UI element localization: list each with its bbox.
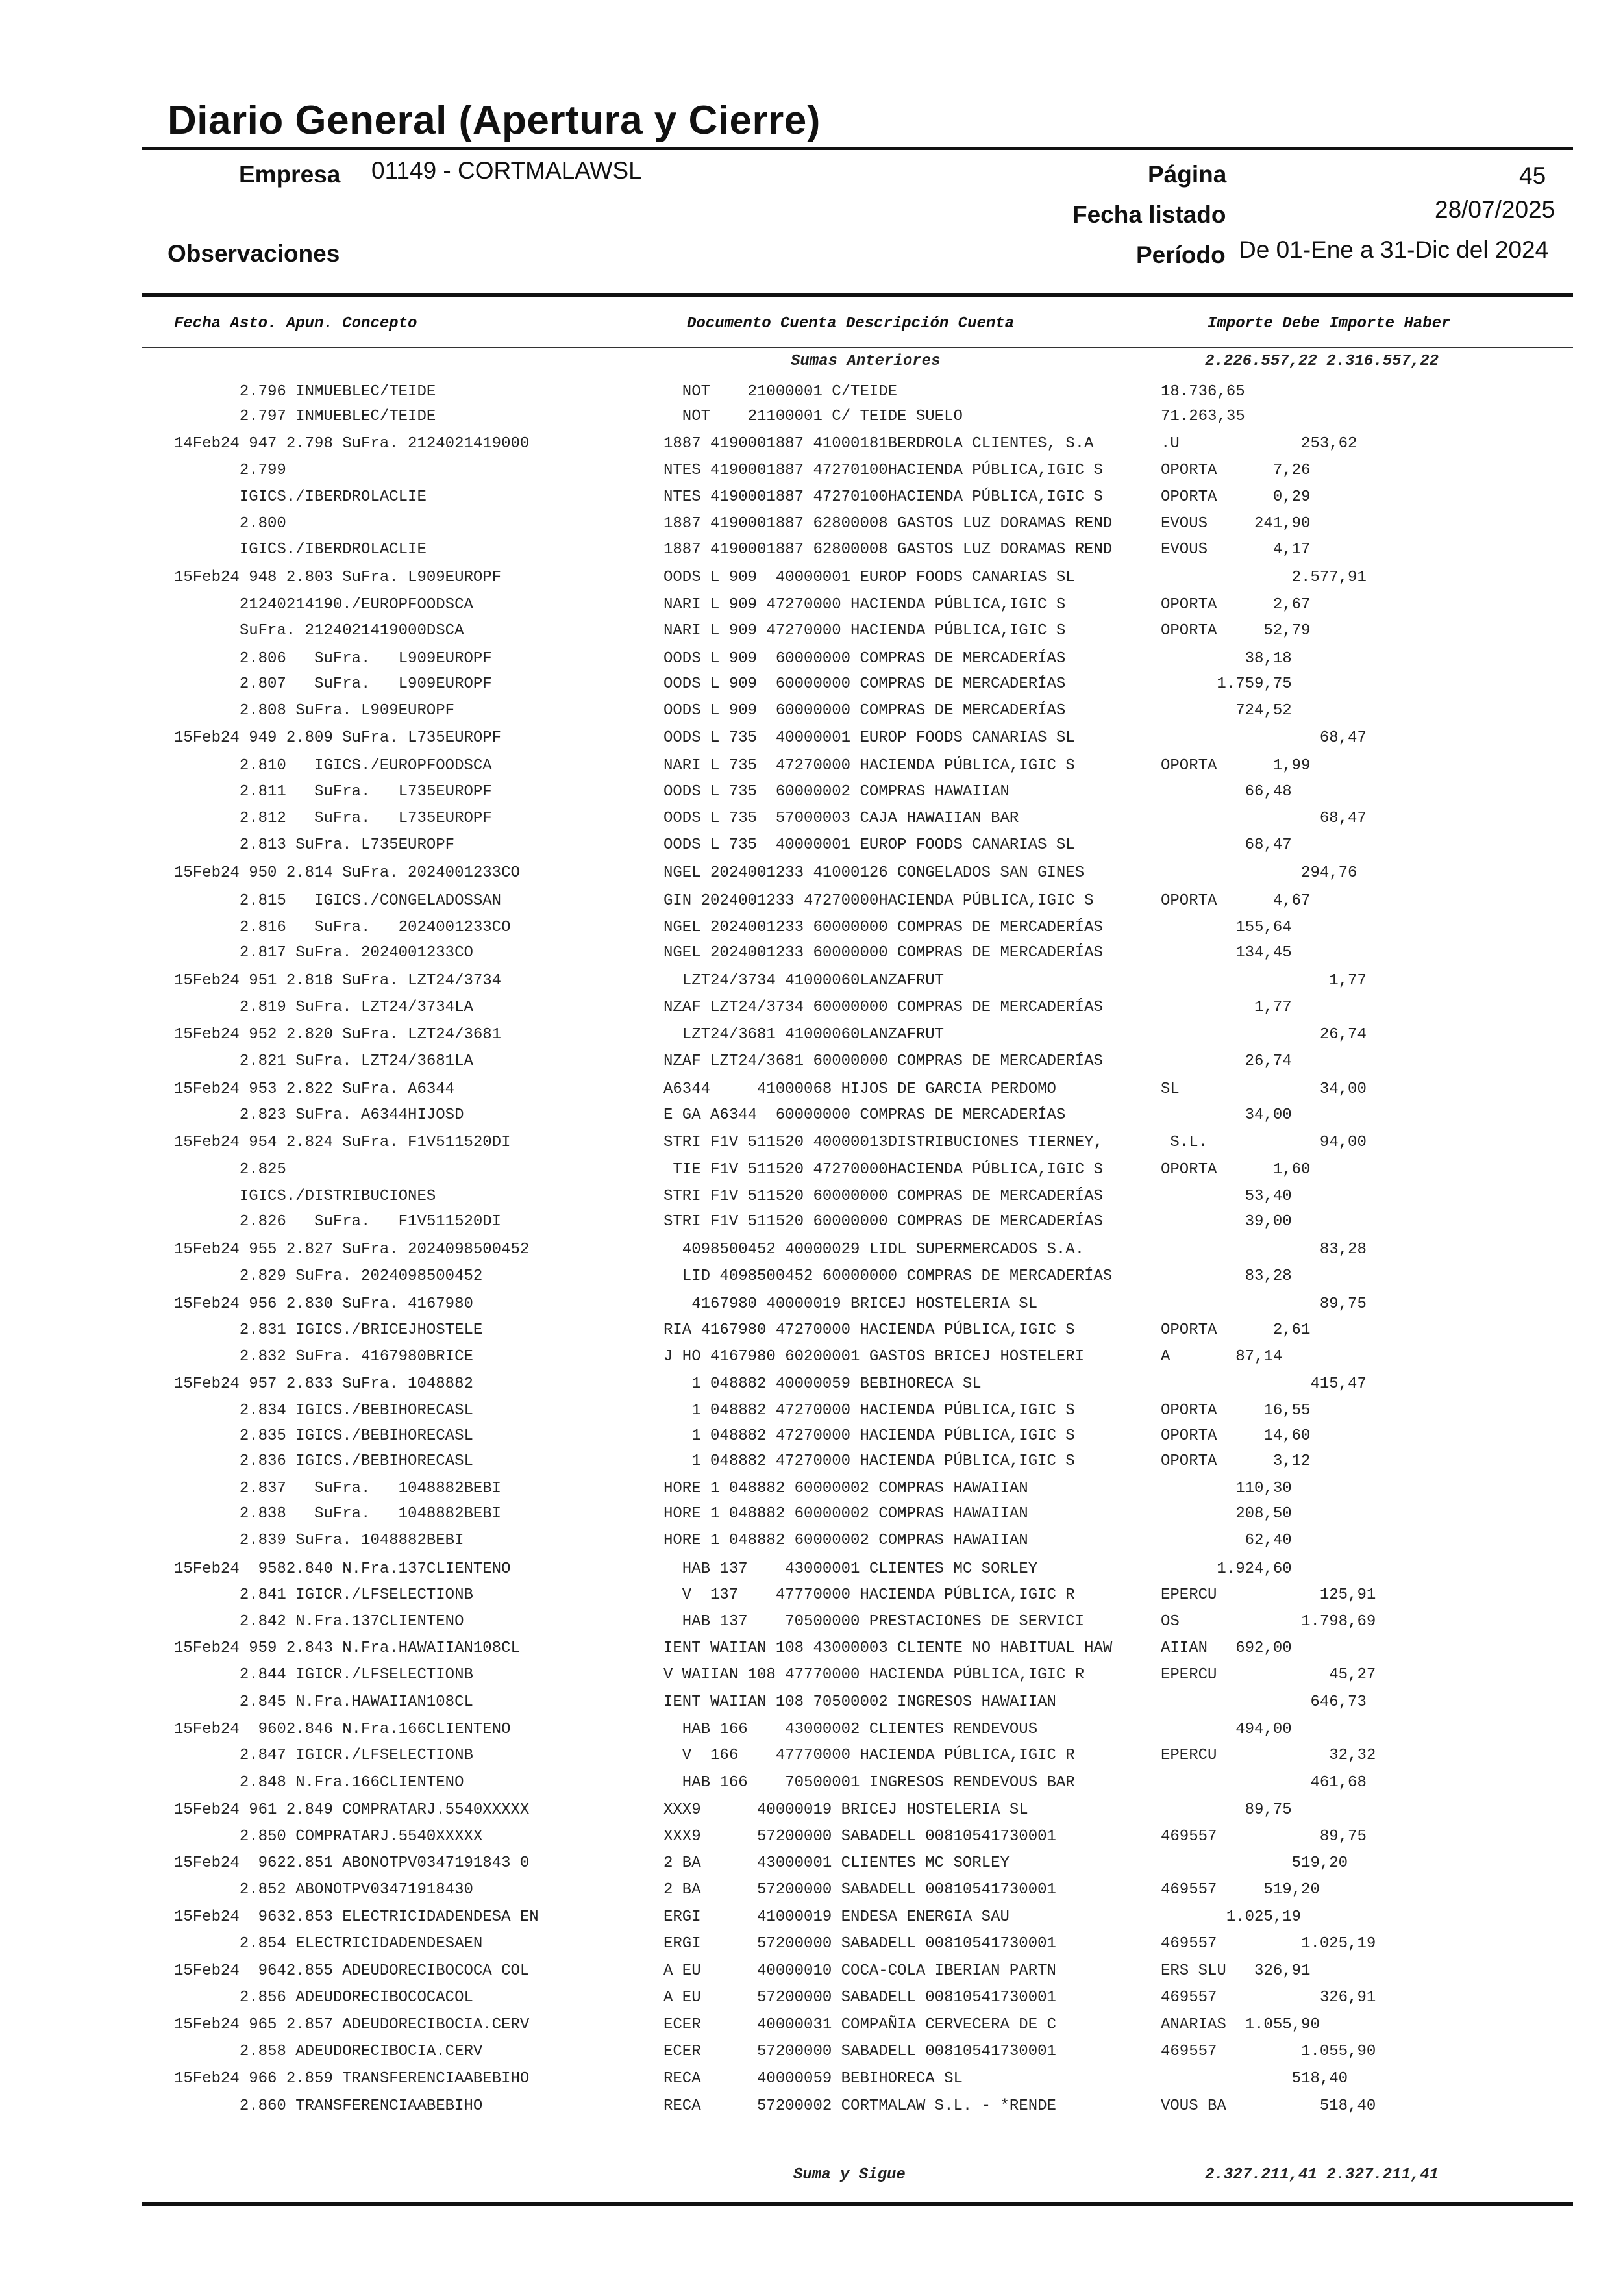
entry-concepto: 15Feb24 949 2.809 SuFra. L735EUROPF — [174, 729, 502, 747]
entry-importe: AIIAN 692,00 — [1161, 1640, 1292, 1657]
entry-cuenta: STRI F1V 511520 60000000 COMPRAS DE MERCADERÍAS — [663, 1213, 1103, 1230]
entry-concepto: 2.807 SuFra. L909EUROPF — [174, 675, 492, 693]
entry-importe: OPORTA 3,12 — [1161, 1453, 1311, 1470]
title-rule — [142, 147, 1573, 150]
entry-cuenta: 1 048882 47270000 HACIENDA PÚBLICA,IGIC S — [663, 1427, 1075, 1445]
periodo-label: Período — [1136, 242, 1226, 268]
entry-concepto: 2.832 SuFra. 4167980BRICE — [174, 1348, 473, 1366]
entry-cuenta: 2 BA 57200000 SABADELL 00810541730001 — [663, 1881, 1056, 1899]
entry-importe: OPORTA 0,29 — [1161, 488, 1311, 506]
entry-concepto: 2.841 IGICR./LFSELECTIONB — [174, 1586, 473, 1604]
entry-importe: OPORTA 4,67 — [1161, 892, 1311, 910]
entry-concepto: 2.816 SuFra. 2024001233CO — [174, 919, 511, 936]
entry-importe: 519,20 — [1161, 1854, 1348, 1872]
entry-concepto: 15Feb24 948 2.803 SuFra. L909EUROPF — [174, 569, 502, 586]
entry-importe: OPORTA 1,60 — [1161, 1161, 1311, 1179]
suma-y-sigue-label: Suma y Sigue — [793, 2166, 906, 2184]
footer-rule — [142, 2202, 1573, 2206]
entry-cuenta: NGEL 2024001233 41000126 CONGELADOS SAN GINES — [663, 864, 1085, 882]
entry-concepto: 15Feb24 965 2.857 ADEUDORECIBOCIA.CERV — [174, 2016, 530, 2034]
entry-concepto: 15Feb24 966 2.859 TRANSFERENCIAABEBIHO — [174, 2070, 530, 2088]
entry-cuenta: RECA 57200002 CORTMALAW S.L. - *RENDE — [663, 2097, 1056, 2115]
entry-importe: 68,47 — [1161, 729, 1367, 747]
empresa-value: 01149 - CORTMALAWSL — [371, 157, 642, 184]
entry-cuenta: V 166 47770000 HACIENDA PÚBLICA,IGIC R — [663, 1747, 1075, 1764]
entry-importe: EPERCU 125,91 — [1161, 1586, 1376, 1604]
entry-cuenta: NARI L 909 47270000 HACIENDA PÚBLICA,IGIC S — [663, 622, 1066, 640]
entry-importe: 62,40 — [1161, 1532, 1292, 1549]
entry-importe: 469557 1.025,19 — [1161, 1935, 1376, 1953]
entry-importe: 34,00 — [1161, 1106, 1292, 1124]
entry-cuenta: TIE F1V 511520 47270000HACIENDA PÚBLICA,IGIC S — [663, 1161, 1103, 1179]
entry-cuenta: A EU 40000010 COCA-COLA IBERIAN PARTN — [663, 1962, 1056, 1980]
entry-concepto: 2.812 SuFra. L735EUROPF — [174, 810, 492, 827]
entry-importe: ANARIAS 1.055,90 — [1161, 2016, 1320, 2034]
entry-concepto: 2.850 COMPRATARJ.5540XXXXX — [174, 1828, 483, 1845]
entry-concepto: 21240214190./EUROPFOODSCA — [174, 596, 473, 614]
entry-concepto: 15Feb24 959 2.843 N.Fra.HAWAIIAN108CL — [174, 1640, 520, 1657]
entry-importe: 469557 519,20 — [1161, 1881, 1320, 1899]
entry-cuenta: LID 4098500452 60000000 COMPRAS DE MERCADERÍAS — [663, 1267, 1113, 1285]
entry-cuenta: HAB 166 70500001 INGRESOS RENDEVOUS BAR — [663, 1774, 1075, 1791]
entry-importe: .U 253,62 — [1161, 435, 1357, 453]
entry-importe: 134,45 — [1161, 944, 1292, 962]
entry-importe: OPORTA 2,61 — [1161, 1321, 1311, 1339]
entry-cuenta: OODS L 735 57000003 CAJA HAWAIIAN BAR — [663, 810, 1019, 827]
entry-concepto: 2.844 IGICR./LFSELECTIONB — [174, 1666, 473, 1684]
entry-concepto: 15Feb24 953 2.822 SuFra. A6344 — [174, 1080, 455, 1098]
entry-cuenta: 1887 4190001887 62800008 GASTOS LUZ DORAMAS REND — [663, 541, 1113, 558]
entry-concepto: 2.810 IGICS./EUROPFOODSCA — [174, 757, 492, 775]
observaciones-label: Observaciones — [167, 240, 340, 267]
entry-importe: EPERCU 32,32 — [1161, 1747, 1376, 1764]
entry-concepto: 2.813 SuFra. L735EUROPF — [174, 836, 455, 854]
entry-concepto: 15Feb24 950 2.814 SuFra. 2024001233CO — [174, 864, 520, 882]
entry-importe: 1.759,75 — [1161, 675, 1292, 693]
entry-importe: 39,00 — [1161, 1213, 1292, 1230]
entry-concepto: 2.799 — [174, 462, 286, 479]
entry-cuenta: STRI F1V 511520 40000013DISTRIBUCIONES TIERNEY, — [663, 1134, 1103, 1151]
entry-importe: A 87,14 — [1161, 1348, 1283, 1366]
suma-y-sigue-values: 2.327.211,41 2.327.211,41 — [1205, 2166, 1439, 2184]
fecha-listado-label: Fecha listado — [1072, 201, 1226, 228]
entry-importe: 2.577,91 — [1161, 569, 1367, 586]
entry-concepto: 2.837 SuFra. 1048882BEBI — [174, 1480, 502, 1497]
entry-cuenta: GIN 2024001233 47270000HACIENDA PÚBLICA,IGIC S — [663, 892, 1094, 910]
entry-concepto: 2.854 ELECTRICIDADENDESAEN — [174, 1935, 483, 1953]
pagina-value: 45 — [1519, 162, 1546, 189]
entry-importe: 26,74 — [1161, 1053, 1292, 1070]
entry-cuenta: A EU 57200000 SABADELL 00810541730001 — [663, 1989, 1056, 2006]
column-header-rule — [142, 347, 1573, 348]
empresa-label: Empresa — [239, 161, 341, 188]
entry-importe: S.L. 94,00 — [1161, 1134, 1367, 1151]
entry-cuenta: V WAIIAN 108 47770000 HACIENDA PÚBLICA,IGIC R — [663, 1666, 1085, 1684]
entry-importe: SL 34,00 — [1161, 1080, 1367, 1098]
entry-cuenta: HAB 137 70500000 PRESTACIONES DE SERVICI — [663, 1613, 1085, 1630]
entry-cuenta: HORE 1 048882 60000002 COMPRAS HAWAIIAN — [663, 1532, 1028, 1549]
entry-cuenta: V 137 47770000 HACIENDA PÚBLICA,IGIC R — [663, 1586, 1075, 1604]
entry-concepto: 2.834 IGICS./BEBIHORECASL — [174, 1402, 473, 1419]
entry-concepto: 2.825 — [174, 1161, 286, 1179]
entry-concepto: 15Feb24 956 2.830 SuFra. 4167980 — [174, 1295, 473, 1313]
column-header-left: Fecha Asto. Apun. Concepto — [174, 315, 417, 332]
entry-concepto: 2.842 N.Fra.137CLIENTENO — [174, 1613, 464, 1630]
entry-importe: 1.924,60 — [1161, 1560, 1292, 1578]
page-title: Diario General (Apertura y Cierre) — [167, 98, 821, 143]
entry-importe: OPORTA 16,55 — [1161, 1402, 1311, 1419]
entry-concepto: IGICS./IBERDROLACLIE — [174, 541, 427, 558]
entry-concepto: 15Feb24 961 2.849 COMPRATARJ.5540XXXXX — [174, 1801, 530, 1819]
entry-importe: 469557 1.055,90 — [1161, 2043, 1376, 2060]
entry-cuenta: LZT24/3734 41000060LANZAFRUT — [663, 972, 945, 990]
entry-cuenta: HORE 1 048882 60000002 COMPRAS HAWAIIAN — [663, 1480, 1028, 1497]
entry-importe: EVOUS 4,17 — [1161, 541, 1311, 558]
entry-importe: 89,75 — [1161, 1801, 1292, 1819]
entry-concepto: 2.856 ADEUDORECIBOCOCACOL — [174, 1989, 473, 2006]
entry-concepto: 15Feb24 952 2.820 SuFra. LZT24/3681 — [174, 1026, 502, 1043]
entry-concepto: 15Feb24 9622.851 ABONOTPV0347191843 0 — [174, 1854, 530, 1872]
entry-cuenta: OODS L 909 40000001 EUROP FOODS CANARIAS SL — [663, 569, 1075, 586]
entry-cuenta: XXX9 40000019 BRICEJ HOSTELERIA SL — [663, 1801, 1028, 1819]
entry-cuenta: ECER 57200000 SABADELL 00810541730001 — [663, 2043, 1056, 2060]
entry-cuenta: 1887 4190001887 41000181BERDROLA CLIENTES, S.A — [663, 435, 1094, 453]
entry-importe: 415,47 — [1161, 1375, 1367, 1393]
entry-cuenta: NOT 21000001 C/TEIDE — [663, 383, 898, 401]
periodo-value: De 01-Ene a 31-Dic del 2024 — [1239, 236, 1549, 263]
column-header-right: Importe Debe Importe Haber — [1208, 315, 1451, 332]
entry-cuenta: NZAF LZT24/3681 60000000 COMPRAS DE MERCADERÍAS — [663, 1053, 1103, 1070]
entry-concepto: 2.831 IGICS./BRICEJHOSTELE — [174, 1321, 483, 1339]
entry-cuenta: 4098500452 40000029 LIDL SUPERMERCADOS S.A. — [663, 1241, 1085, 1258]
entry-concepto: 15Feb24 9602.846 N.Fra.166CLIENTENO — [174, 1721, 511, 1738]
entry-importe: ERS SLU 326,91 — [1161, 1962, 1311, 1980]
entry-importe: 646,73 — [1161, 1693, 1367, 1711]
entry-concepto: 15Feb24 9632.853 ELECTRICIDADENDESA EN — [174, 1908, 539, 1926]
entry-cuenta: NGEL 2024001233 60000000 COMPRAS DE MERCADERÍAS — [663, 919, 1103, 936]
entry-concepto: 2.852 ABONOTPV03471918430 — [174, 1881, 473, 1899]
entry-importe: 68,47 — [1161, 810, 1367, 827]
header-rule — [142, 293, 1573, 297]
entry-concepto: 2.847 IGICR./LFSELECTIONB — [174, 1747, 473, 1764]
entry-concepto: 2.815 IGICS./CONGELADOSSAN — [174, 892, 502, 910]
entry-concepto: 2.860 TRANSFERENCIAABEBIHO — [174, 2097, 483, 2115]
entry-importe: 469557 89,75 — [1161, 1828, 1367, 1845]
sumas-anteriores-values: 2.226.557,22 2.316.557,22 — [1205, 353, 1439, 370]
entry-importe: 724,52 — [1161, 702, 1292, 719]
entry-cuenta: 1 048882 47270000 HACIENDA PÚBLICA,IGIC S — [663, 1402, 1075, 1419]
entry-cuenta: OODS L 735 40000001 EUROP FOODS CANARIAS SL — [663, 729, 1075, 747]
entry-importe: OPORTA 14,60 — [1161, 1427, 1311, 1445]
entry-concepto: 15Feb24 955 2.827 SuFra. 2024098500452 — [174, 1241, 530, 1258]
entry-concepto: IGICS./DISTRIBUCIONES — [174, 1188, 436, 1205]
entry-concepto: 2.806 SuFra. L909EUROPF — [174, 650, 492, 668]
entry-cuenta: OODS L 909 60000000 COMPRAS DE MERCADERÍAS — [663, 675, 1066, 693]
entry-cuenta: HAB 166 43000002 CLIENTES RENDEVOUS — [663, 1721, 1038, 1738]
entry-importe: 71.263,35 — [1161, 408, 1245, 425]
fecha-listado-value: 28/07/2025 — [1435, 196, 1555, 223]
entry-cuenta: E GA A6344 60000000 COMPRAS DE MERCADERÍAS — [663, 1106, 1066, 1124]
entry-importe: 26,74 — [1161, 1026, 1367, 1043]
entry-cuenta: OODS L 909 60000000 COMPRAS DE MERCADERÍAS — [663, 650, 1066, 668]
entry-cuenta: ERGI 41000019 ENDESA ENERGIA SAU — [663, 1908, 1010, 1926]
entry-concepto: 2.817 SuFra. 2024001233CO — [174, 944, 473, 962]
entry-concepto: IGICS./IBERDROLACLIE — [174, 488, 427, 506]
entry-concepto: 15Feb24 951 2.818 SuFra. LZT24/3734 — [174, 972, 502, 990]
entry-cuenta: OODS L 909 60000000 COMPRAS DE MERCADERÍAS — [663, 702, 1066, 719]
entry-concepto: 14Feb24 947 2.798 SuFra. 2124021419000 — [174, 435, 530, 453]
entry-cuenta: ECER 40000031 COMPAÑIA CERVECERA DE C — [663, 2016, 1056, 2034]
entry-concepto: 2.819 SuFra. LZT24/3734LA — [174, 999, 473, 1016]
entry-cuenta: 1 048882 40000059 BEBIHORECA SL — [663, 1375, 982, 1393]
entry-cuenta: XXX9 57200000 SABADELL 00810541730001 — [663, 1828, 1056, 1845]
entry-concepto: 2.811 SuFra. L735EUROPF — [174, 783, 492, 801]
entry-concepto: 2.800 — [174, 515, 286, 532]
entry-concepto: 2.826 SuFra. F1V511520DI — [174, 1213, 502, 1230]
entry-concepto: 2.797 INMUEBLEC/TEIDE — [174, 408, 436, 425]
pagina-label: Página — [1148, 161, 1227, 188]
entry-importe: OPORTA 52,79 — [1161, 622, 1311, 640]
entry-importe: 83,28 — [1161, 1241, 1367, 1258]
entry-importe: 461,68 — [1161, 1774, 1367, 1791]
entry-concepto: 2.845 N.Fra.HAWAIIAN108CL — [174, 1693, 473, 1711]
entry-importe: EPERCU 45,27 — [1161, 1666, 1376, 1684]
entry-importe: OPORTA 2,67 — [1161, 596, 1311, 614]
entry-importe: 208,50 — [1161, 1505, 1292, 1523]
entry-cuenta: OODS L 735 40000001 EUROP FOODS CANARIAS SL — [663, 836, 1075, 854]
entry-concepto: 2.829 SuFra. 2024098500452 — [174, 1267, 483, 1285]
entry-cuenta: 2 BA 43000001 CLIENTES MC SORLEY — [663, 1854, 1010, 1872]
entry-importe: 53,40 — [1161, 1188, 1292, 1205]
entry-concepto: 15Feb24 954 2.824 SuFra. F1V511520DI — [174, 1134, 511, 1151]
entry-importe: 68,47 — [1161, 836, 1292, 854]
entry-concepto: 2.858 ADEUDORECIBOCIA.CERV — [174, 2043, 483, 2060]
entry-cuenta: HORE 1 048882 60000002 COMPRAS HAWAIIAN — [663, 1505, 1028, 1523]
entry-importe: OS 1.798,69 — [1161, 1613, 1376, 1630]
entry-importe: 66,48 — [1161, 783, 1292, 801]
entry-importe: 494,00 — [1161, 1721, 1292, 1738]
entry-importe: 1,77 — [1161, 972, 1367, 990]
entry-concepto: 2.838 SuFra. 1048882BEBI — [174, 1505, 502, 1523]
entry-importe: 294,76 — [1161, 864, 1357, 882]
entry-cuenta: OODS L 735 60000002 COMPRAS HAWAIIAN — [663, 783, 1010, 801]
entry-concepto: 2.835 IGICS./BEBIHORECASL — [174, 1427, 473, 1445]
entry-cuenta: J HO 4167980 60200001 GASTOS BRICEJ HOSTELERI — [663, 1348, 1085, 1366]
entry-concepto: 2.836 IGICS./BEBIHORECASL — [174, 1453, 473, 1470]
entry-cuenta: STRI F1V 511520 60000000 COMPRAS DE MERCADERÍAS — [663, 1188, 1103, 1205]
entry-cuenta: NGEL 2024001233 60000000 COMPRAS DE MERCADERÍAS — [663, 944, 1103, 962]
entry-cuenta: NARI L 735 47270000 HACIENDA PÚBLICA,IGIC S — [663, 757, 1075, 775]
entry-concepto: 2.823 SuFra. A6344HIJOSD — [174, 1106, 464, 1124]
column-header-middle: Documento Cuenta Descripción Cuenta — [687, 315, 1015, 332]
entry-cuenta: 1887 4190001887 62800008 GASTOS LUZ DORAMAS REND — [663, 515, 1113, 532]
entry-concepto: 2.848 N.Fra.166CLIENTENO — [174, 1774, 464, 1791]
entry-concepto: 2.808 SuFra. L909EUROPF — [174, 702, 455, 719]
entry-importe: OPORTA 1,99 — [1161, 757, 1311, 775]
entry-cuenta: 4167980 40000019 BRICEJ HOSTELERIA SL — [663, 1295, 1038, 1313]
entry-importe: 155,64 — [1161, 919, 1292, 936]
entry-cuenta: A6344 41000068 HIJOS DE GARCIA PERDOMO — [663, 1080, 1056, 1098]
entry-cuenta: ERGI 57200000 SABADELL 00810541730001 — [663, 1935, 1056, 1953]
entry-concepto: 15Feb24 9582.840 N.Fra.137CLIENTENO — [174, 1560, 511, 1578]
entry-importe: 518,40 — [1161, 2070, 1348, 2088]
entry-cuenta: IENT WAIIAN 108 43000003 CLIENTE NO HABITUAL HAW — [663, 1640, 1113, 1657]
entry-cuenta: IENT WAIIAN 108 70500002 INGRESOS HAWAIIAN — [663, 1693, 1056, 1711]
entry-importe: 89,75 — [1161, 1295, 1367, 1313]
entry-concepto: 2.821 SuFra. LZT24/3681LA — [174, 1053, 473, 1070]
entry-cuenta: 1 048882 47270000 HACIENDA PÚBLICA,IGIC S — [663, 1453, 1075, 1470]
entry-importe: 1,77 — [1161, 999, 1292, 1016]
entry-cuenta: RIA 4167980 47270000 HACIENDA PÚBLICA,IGIC S — [663, 1321, 1075, 1339]
entry-importe: EVOUS 241,90 — [1161, 515, 1311, 532]
entry-concepto: SuFra. 2124021419000DSCA — [174, 622, 464, 640]
entry-concepto: 15Feb24 9642.855 ADEUDORECIBOCOCA COL — [174, 1962, 530, 1980]
entry-importe: 469557 326,91 — [1161, 1989, 1376, 2006]
entry-concepto: 15Feb24 957 2.833 SuFra. 1048882 — [174, 1375, 473, 1393]
entry-cuenta: LZT24/3681 41000060LANZAFRUT — [663, 1026, 945, 1043]
entry-cuenta: RECA 40000059 BEBIHORECA SL — [663, 2070, 963, 2088]
entry-concepto: 2.839 SuFra. 1048882BEBI — [174, 1532, 464, 1549]
entry-cuenta: NZAF LZT24/3734 60000000 COMPRAS DE MERCADERÍAS — [663, 999, 1103, 1016]
entry-concepto: 2.796 INMUEBLEC/TEIDE — [174, 383, 436, 401]
entry-cuenta: NTES 4190001887 47270100HACIENDA PÚBLICA,IGIC S — [663, 462, 1103, 479]
entry-importe: 18.736,65 — [1161, 383, 1245, 401]
entry-importe: 83,28 — [1161, 1267, 1292, 1285]
entry-importe: VOUS BA 518,40 — [1161, 2097, 1376, 2115]
entry-cuenta: HAB 137 43000001 CLIENTES MC SORLEY — [663, 1560, 1038, 1578]
entry-importe: 110,30 — [1161, 1480, 1292, 1497]
entry-cuenta: NARI L 909 47270000 HACIENDA PÚBLICA,IGIC S — [663, 596, 1066, 614]
entry-cuenta: NOT 21100001 C/ TEIDE SUELO — [663, 408, 963, 425]
entry-cuenta: NTES 4190001887 47270100HACIENDA PÚBLICA,IGIC S — [663, 488, 1103, 506]
entry-importe: 38,18 — [1161, 650, 1292, 668]
entry-importe: 1.025,19 — [1161, 1908, 1302, 1926]
sumas-anteriores-label: Sumas Anteriores — [791, 353, 941, 370]
entry-importe: OPORTA 7,26 — [1161, 462, 1311, 479]
